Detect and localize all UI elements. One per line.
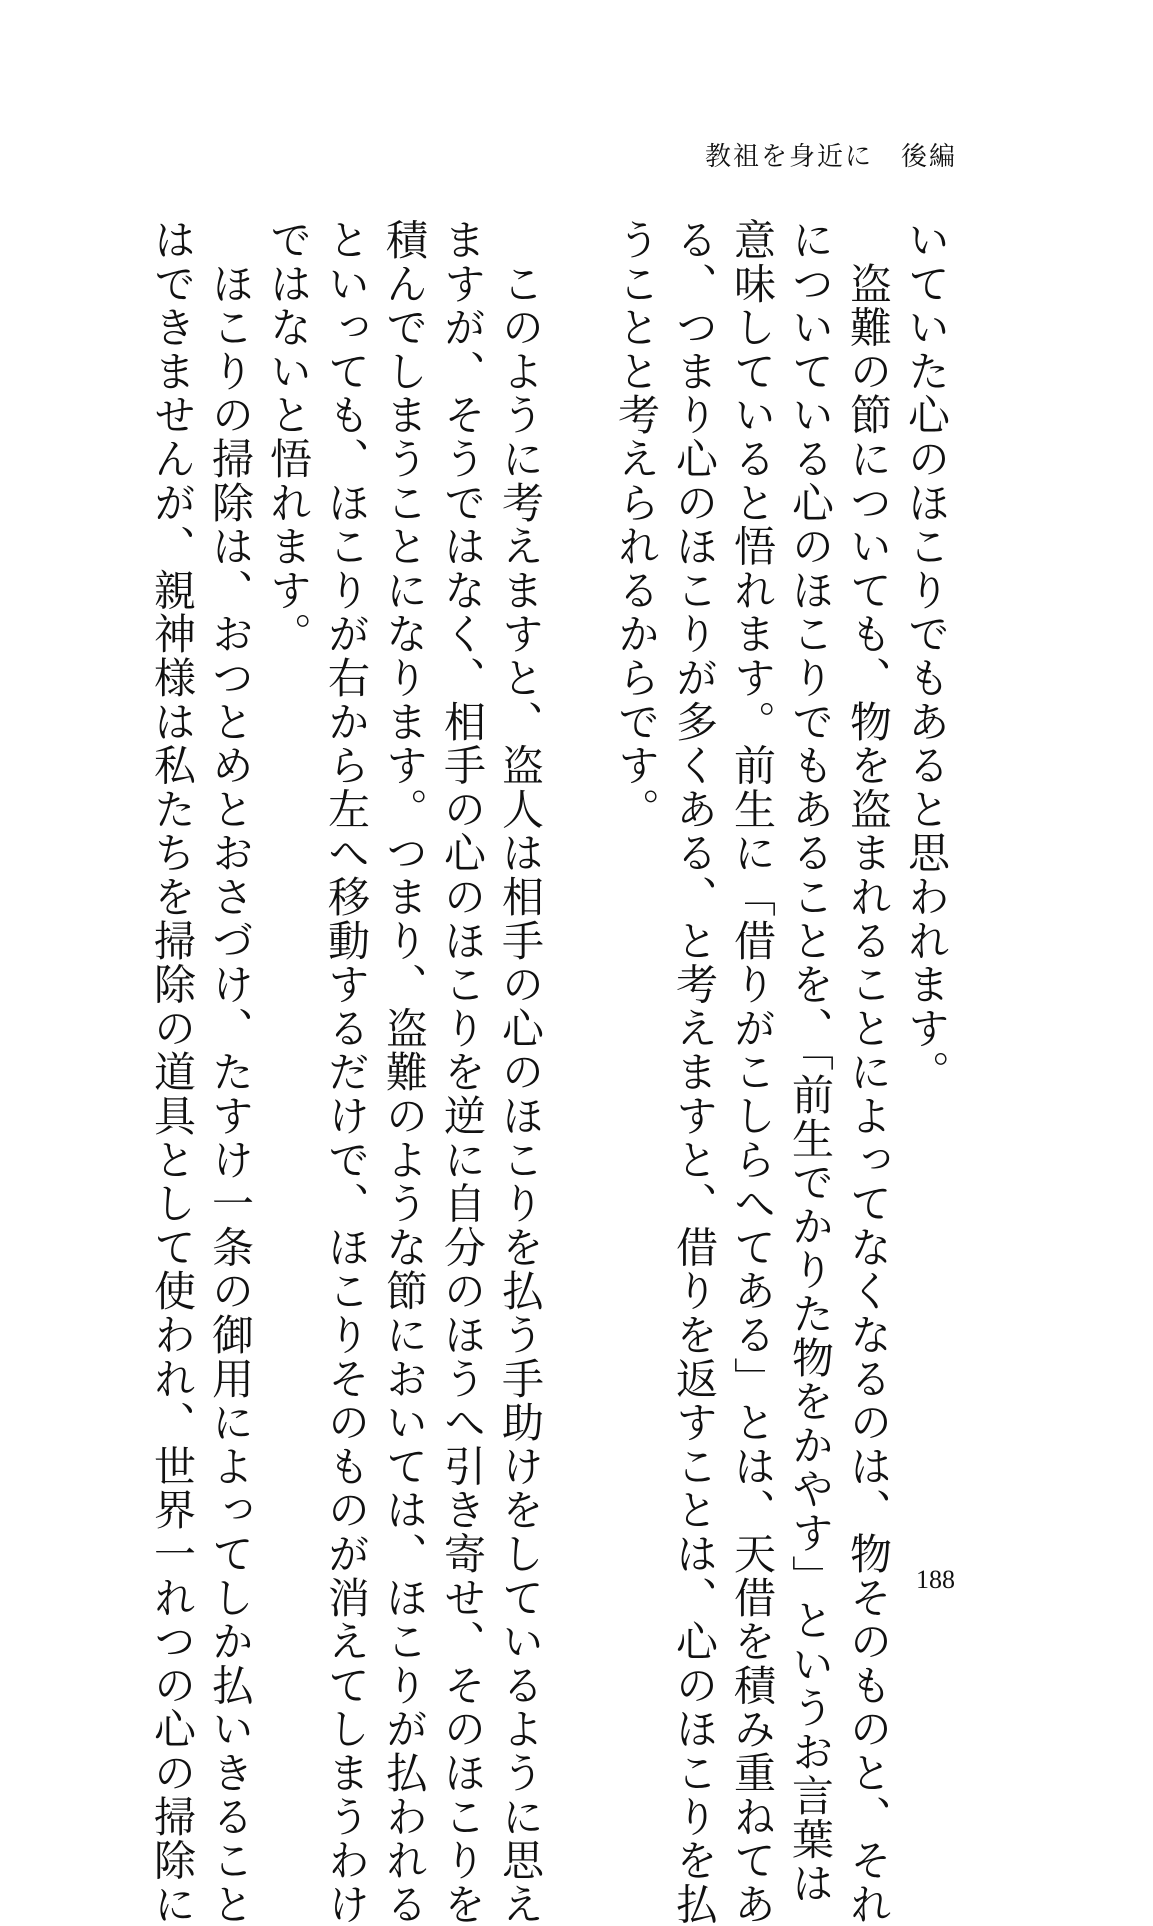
- text-column: 盗難の節についても、物を盗まれることによってなくなるのは、物そのものと、それ: [844, 218, 893, 1926]
- text-column: うことと考えられるからです。: [612, 218, 661, 832]
- text-column: についている心のほこりでもあることを、「前生でかりた物をかやす」というお言葉は: [786, 218, 835, 1906]
- text-column: 積んでしまうことになります。つまり、盗難のような節においては、ほこりが払われる: [380, 218, 429, 1926]
- running-head: 教祖を身近に 後編: [704, 142, 957, 172]
- text-column: このように考えますと、盗人は相手の心のほこりを払う手助けをしているように思え: [496, 218, 545, 1926]
- text-column: といっても、ほこりが右から左へ移動するだけで、ほこりそのものが消えてしまうわけ: [322, 218, 371, 1926]
- text-column: る、つまり心のほこりが多くある、と考えますと、借りを返すことは、心のほこりを払: [670, 218, 719, 1926]
- text-column: ほこりの掃除は、おつとめとおさづけ、たすけ一条の御用によってしか払いきること: [206, 218, 255, 1926]
- text-column: ではないと悟れます。: [264, 218, 313, 656]
- text-column: はできませんが、親神様は私たちを掃除の道具として使われ、世界一れつの心の掃除に: [148, 218, 197, 1926]
- paragraph-gap: [549, 218, 607, 1518]
- text-column: 意味していると悟れます。前生に「借りがこしらへてある」とは、天借を積み重ねてあ: [728, 218, 777, 1926]
- page-number: 188: [916, 1565, 955, 1594]
- text-column: ますが、そうではなく、相手の心のほこりを逆に自分のほうへ引き寄せ、そのほこりを: [438, 218, 487, 1926]
- text-column: いていた心のほこりでもあると思われます。: [902, 218, 951, 1094]
